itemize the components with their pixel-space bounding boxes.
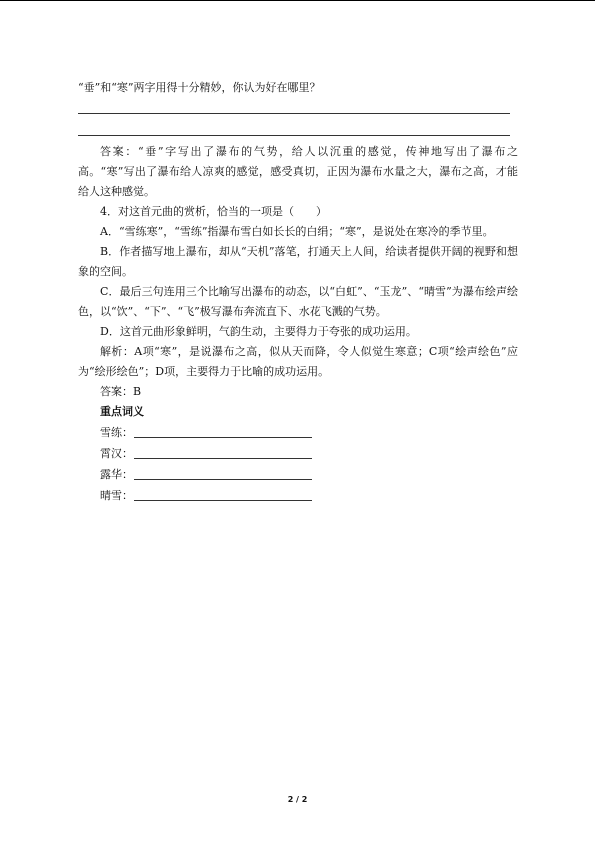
option-c: C．最后三句连用三个比喻写出瀑布的动态，以“白虹”、“玉龙”、“晴雪”为瀑布绘声绘色，以“饮”、“下”、“飞”极写瀑布奔流直下、水花飞溅的气势。 [78,285,518,318]
top-border-line [0,0,595,1]
answer-blank-line-2[interactable] [78,120,518,142]
question4-answer: 答案：B [100,385,142,398]
vocab-item[interactable] [78,443,518,464]
vocab-blank [134,500,312,501]
answer-blank-line-1[interactable] [78,98,518,120]
vocab-item[interactable] [78,464,518,485]
answer-rule [78,135,510,136]
question4-analysis: 解析：A项“寒”，是说瀑布之高，似从天而降，令人似觉生寒意；C项“绘声绘色”应为“绘形绘色”；D项，主要得力于比喻的成功运用。 [78,345,518,378]
vocab-label: 雪练： [100,426,133,439]
document-body [78,78,518,506]
vocab-blank [134,479,312,480]
option-a: A．“雪练寒”，“雪练”指瀑布雪白如长长的白绢；“寒”，是说处在寒冷的季节里。 [100,225,494,238]
page-number: 2 / 2 [287,795,308,804]
vocab-item[interactable] [78,485,518,506]
option-b: B．作者描写地上瀑布，却从“天机”落笔，打通天上人间，给读者提供开阔的视野和想象的空间。 [78,245,518,278]
vocab-blank [134,437,312,438]
vocab-label: 晴雪： [100,489,133,502]
answer-rule [78,113,510,114]
vocab-item[interactable] [78,422,518,443]
vocab-label: 霄汉： [100,447,133,460]
vocab-label: 露华： [100,468,133,481]
vocab-blank [134,458,312,459]
question4-stem: 4．对这首元曲的赏析，恰当的一项是（ ） [100,205,327,218]
option-d: D．这首元曲形象鲜明，气韵生动，主要得力于夸张的成功运用。 [100,325,417,338]
question-prompt: “垂”和“寒”两字用得十分精妙，你认为好在哪里？ [78,81,321,94]
vocab-heading: 重点词义 [100,405,144,418]
question-answer: 答案：“垂”字写出了瀑布的气势，给人以沉重的感觉，传神地写出了瀑布之高。“寒”写出了瀑布给人凉爽的感觉，感受真切，正因为瀑布水量之大，瀑布之高，才能给人这种感觉。 [78,145,518,198]
